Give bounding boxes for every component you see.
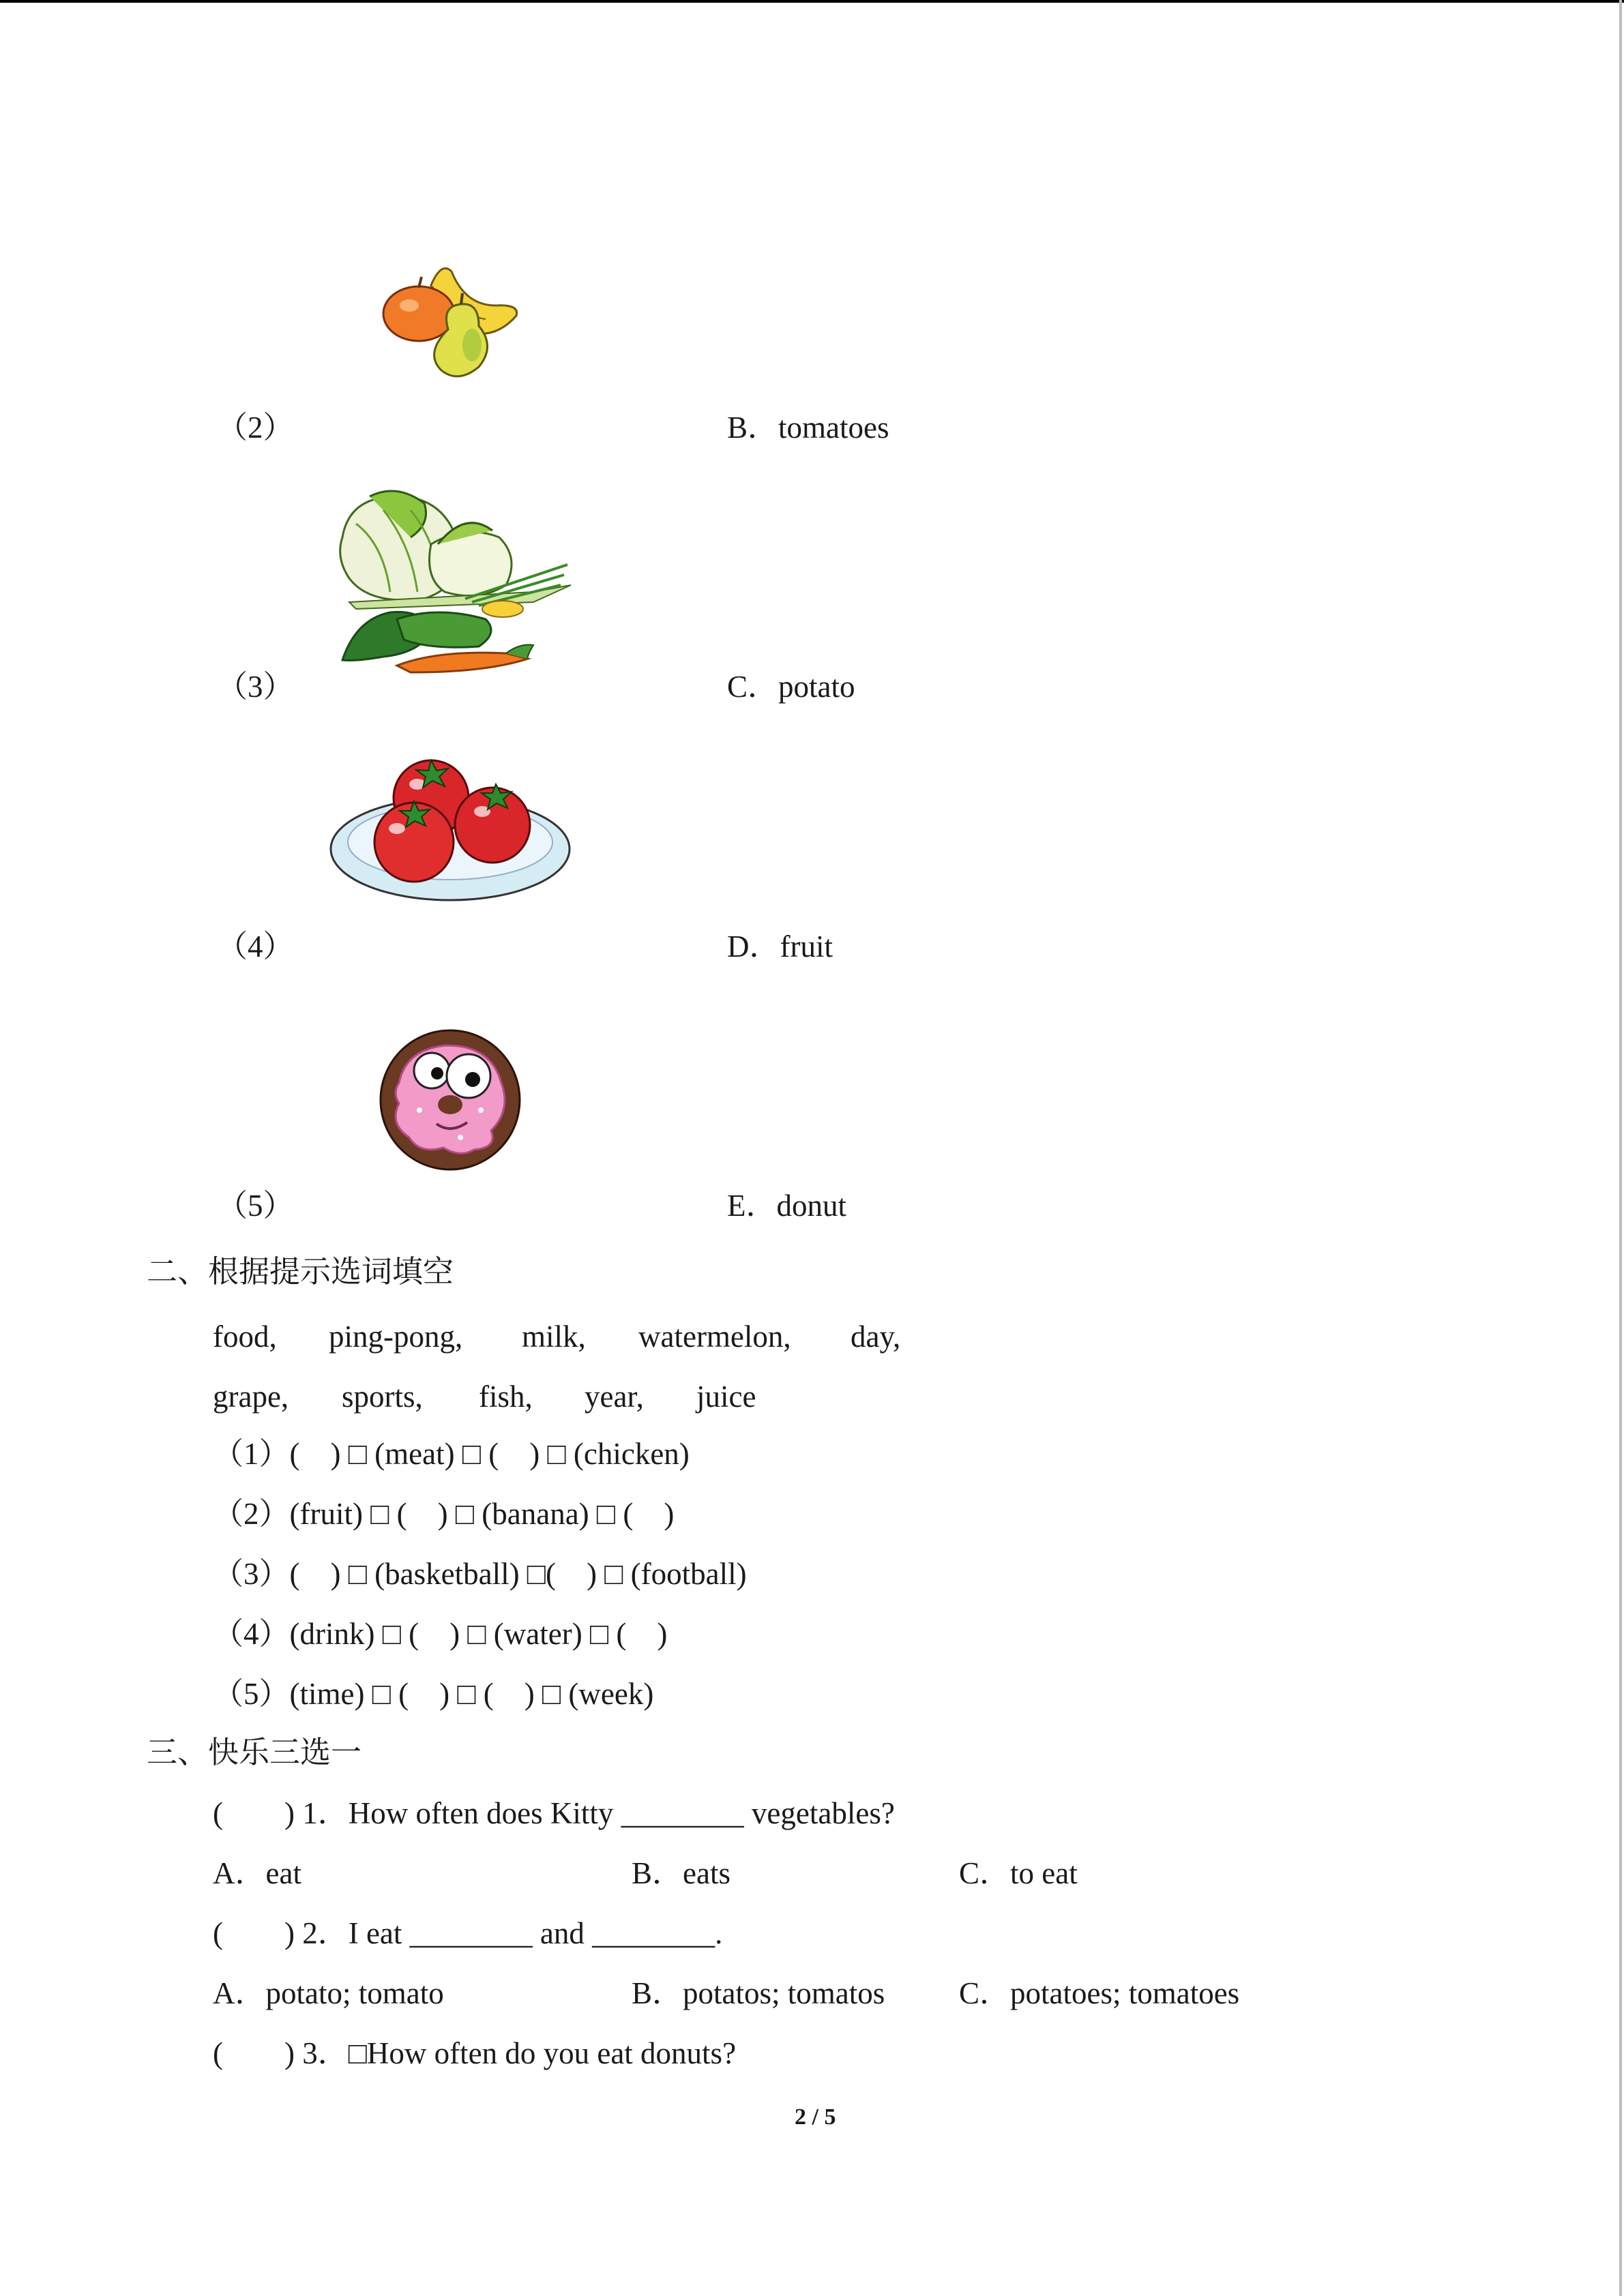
- word-grape: grape,: [213, 1380, 289, 1414]
- section-2-title: 二、根据提示选词填空: [147, 1255, 454, 1289]
- word-watermelon: watermelon,: [638, 1320, 791, 1354]
- fill-question-4: （4）(drink) □ ( ) □ (water) □ ( ): [213, 1617, 668, 1651]
- fruit-image: [377, 258, 527, 384]
- fill-question-5: （5）(time) □ ( ) □ ( ) □ (week): [213, 1677, 654, 1711]
- match-item-5-number: （5）: [217, 1189, 294, 1223]
- fill-question-2: （2）(fruit) □ ( ) □ (banana) □ ( ): [213, 1497, 675, 1531]
- q1-option-b: B．eats: [632, 1856, 730, 1890]
- word-fish: fish,: [479, 1380, 533, 1414]
- match-item-2-option: B．tomatoes: [727, 411, 889, 445]
- choice-question-2: ( ) 2．I eat ________ and ________.: [213, 1916, 723, 1950]
- tomatoes-image: [329, 754, 574, 907]
- word-sports: sports,: [342, 1380, 423, 1414]
- match-item-4-option: D．fruit: [727, 929, 833, 964]
- page-number: 2 / 5: [795, 2104, 836, 2130]
- fill-question-3: （3）( ) □ (basketball) □( ) □ (football): [213, 1557, 747, 1591]
- q2-option-a: A．potato; tomato: [213, 1976, 444, 2010]
- match-item-2-number: （2）: [217, 411, 294, 445]
- match-item-3-number: （3）: [217, 670, 294, 704]
- donut-image: [379, 1028, 522, 1172]
- match-item-5-option: E．donut: [727, 1189, 846, 1223]
- match-item-3-option: C．potato: [727, 670, 855, 704]
- q1-option-a: A．eat: [213, 1856, 301, 1890]
- q1-option-c: C．to eat: [959, 1856, 1078, 1890]
- word-food: food,: [213, 1320, 277, 1354]
- choice-question-3: ( ) 3．□How often do you eat donuts?: [213, 2036, 737, 2070]
- word-juice: juice: [696, 1380, 756, 1414]
- word-day: day,: [851, 1320, 901, 1354]
- q2-option-c: C．potatoes; tomatoes: [959, 1976, 1240, 2010]
- match-item-4-number: （4）: [217, 929, 294, 964]
- choice-question-1: ( ) 1．How often does Kitty ________ vegetables?: [213, 1796, 895, 1830]
- word-ping-pong: ping-pong,: [329, 1320, 463, 1354]
- right-border: [1619, 0, 1622, 2296]
- section-3-title: 三、快乐三选一: [147, 1735, 362, 1770]
- top-border: [0, 0, 1624, 3]
- q2-option-b: B．potatos; tomatos: [632, 1976, 885, 2010]
- vegetables-image: [329, 483, 574, 674]
- word-milk: milk,: [522, 1320, 586, 1354]
- word-year: year,: [585, 1380, 644, 1414]
- fill-question-1: （1）( ) □ (meat) □ ( ) □ (chicken): [213, 1437, 690, 1471]
